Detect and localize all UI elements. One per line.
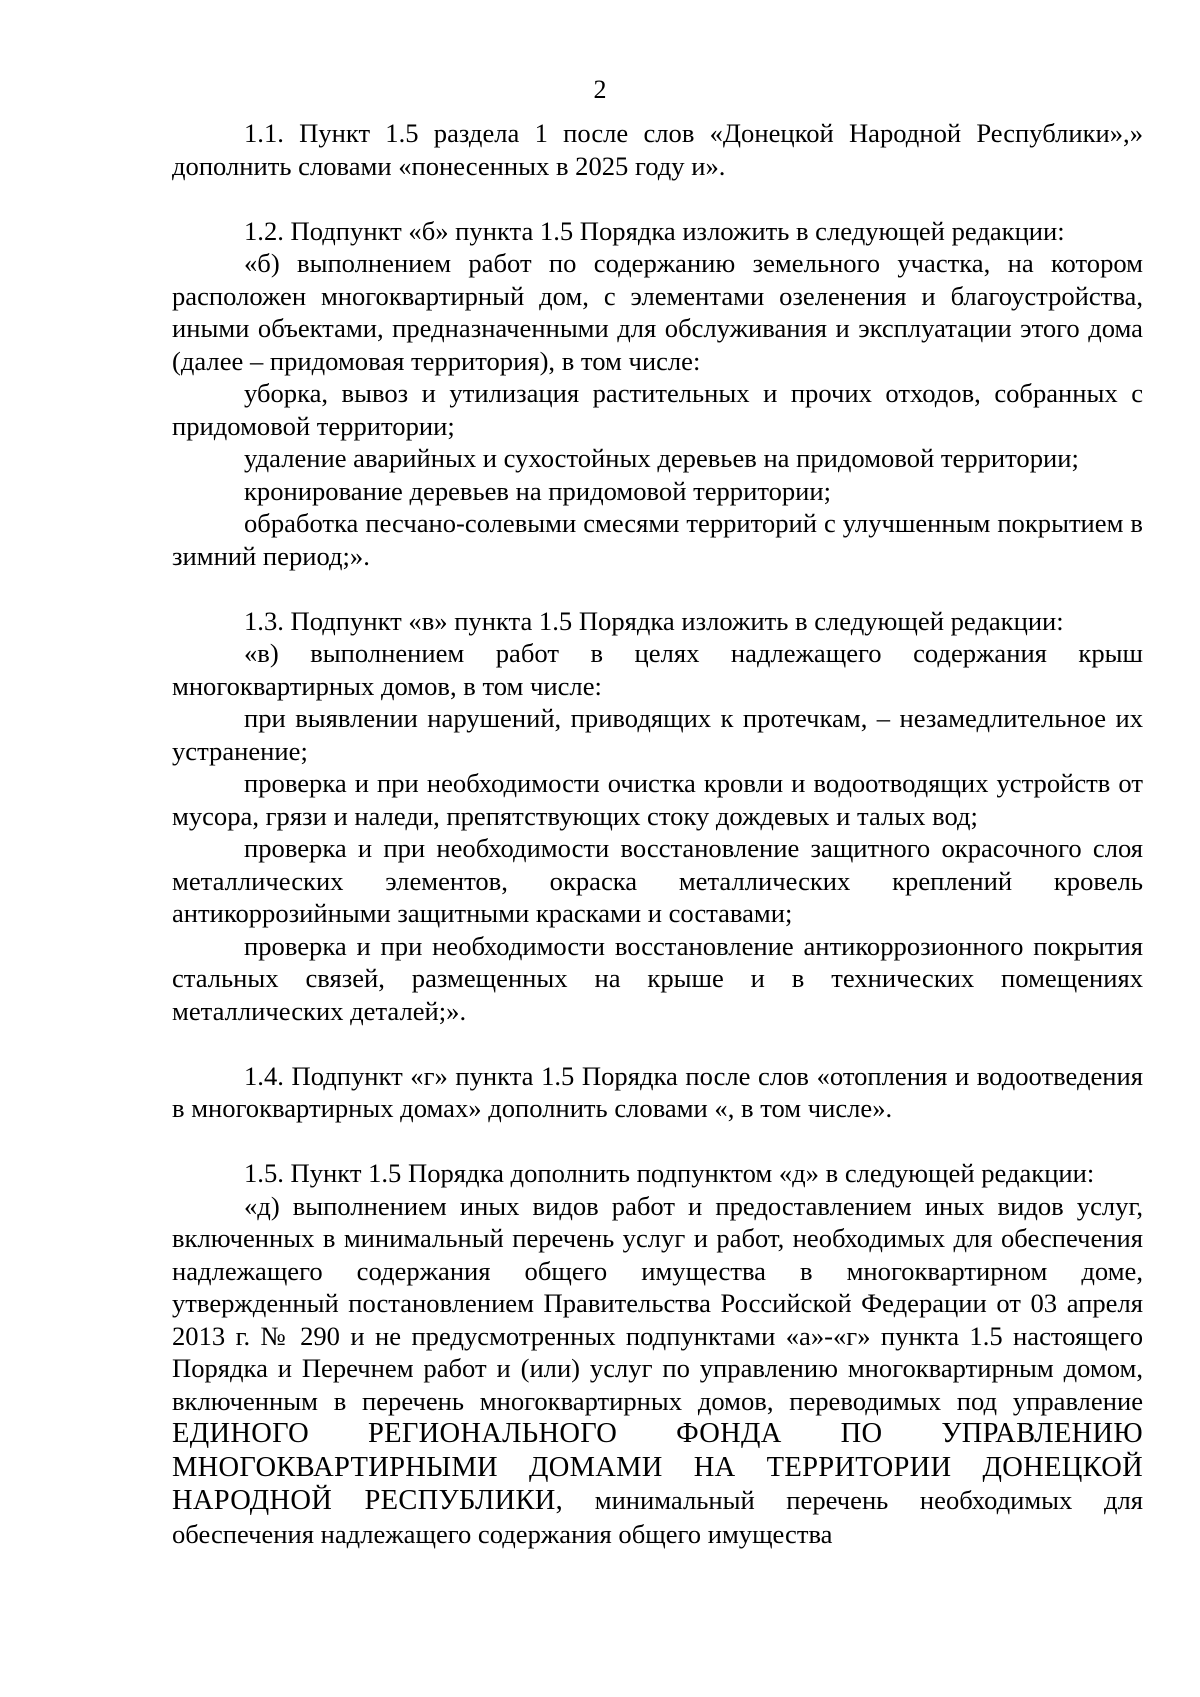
paragraph-1-3-item-2: проверка и при необходимости очистка кровли и водоотводящих устройств от мусора, грязи и наледи, препятствующих стоку дождевых и талых вод;	[172, 768, 1143, 831]
paragraph-1-5-intro: 1.5. Пункт 1.5 Порядка дополнить подпунктом «д» в следующей редакции:	[244, 1158, 1095, 1188]
fund-name-caps: ЕДИНОГО РЕГИОНАЛЬНОГО ФОНДА ПО УПРАВЛЕНИЮ МНОГОКВАРТИРНЫМИ ДОМАМИ НА ТЕРРИТОРИИ ДОНЕЦКОЙ НАРОДНОЙ РЕСПУБЛИКИ,	[172, 1418, 1143, 1516]
paragraph-1-2-item-4: обработка песчано-солевыми смесями территорий с улучшенным покрытием в зимний период;».	[172, 508, 1143, 571]
document-body	[172, 117, 1143, 1550]
paragraph-1-3-item-1: при выявлении нарушений, приводящих к протечкам, – незамедлительное их устранение;	[172, 703, 1143, 766]
paragraph-1-2-item-1: уборка, вывоз и утилизация растительных и прочих отходов, собранных с придомовой территории;	[172, 378, 1143, 441]
paragraph-1-5-d-end: минимальный перечень необходимых для обеспечения надлежащего содержания общего имущества	[172, 1485, 1143, 1549]
paragraph-1-5-d-start: «д) выполнением иных видов работ и предоставлением иных видов услуг, включенных в минимальный перечень услуг и работ, необходимых для обеспечения надлежащего содержания общего имущества в многоквартирном доме, утвержденный постановлением Правительства Российской Федерации от 03 апреля 2013 г. № 290 и не предусмотренных подпунктами «а»-«г» пункта 1.5 настоящего Порядка и Перечнем работ и (или) услуг по управлению многоквартирным домом, включенным в перечень многоквартирных домов, переводимых под управление	[172, 1190, 1143, 1416]
paragraph-1-3-intro: 1.3. Подпункт «в» пункта 1.5 Порядка изложить в следующей редакции:	[244, 605, 1064, 636]
paragraph-1-4: 1.4. Подпункт «г» пункта 1.5 Порядка после слов «отопления и водоотведения в многоквартирных домах» дополнить словами «, в том числе».	[172, 1060, 1143, 1123]
paragraph-1-2-intro: 1.2. Подпункт «б» пункта 1.5 Порядка изложить в следующей редакции:	[244, 215, 1065, 246]
paragraph-1-5-d	[172, 1190, 1143, 1551]
paragraph-1-2-item-2: удаление аварийных и сухостойных деревьев на придомовой территории;	[244, 443, 1079, 473]
paragraph-1-3-v: «в) выполнением работ в целях надлежащего содержания крыш многоквартирных домов, в том числе:	[172, 638, 1143, 701]
paragraph-1-2-b: «б) выполнением работ по содержанию земельного участка, на котором расположен многоквартирный дом, с элементами озеленения и благоустройства, иными объектами, предназначенными для обслуживания и эксплуатации этого дома (далее – придомовая территория), в том числе:	[172, 248, 1143, 376]
paragraph-1-2-item-3: кронирование деревьев на придомовой территории;	[244, 475, 832, 506]
page-number: 2	[593, 75, 607, 104]
paragraph-1-3-item-4: проверка и при необходимости восстановление антикоррозионного покрытия стальных связей, размещенных на крыше и в технических помещениях металлических деталей;».	[172, 930, 1143, 1026]
paragraph-1-3-item-3: проверка и при необходимости восстановление защитного окрасочного слоя металлических элементов, окраска металлических креплений кровель антикоррозийными защитными красками и составами;	[172, 833, 1143, 928]
paragraph-1-1: 1.1. Пункт 1.5 раздела 1 после слов «Донецкой Народной Республики»,» дополнить словами «понесенных в 2025 году и».	[172, 118, 1143, 181]
